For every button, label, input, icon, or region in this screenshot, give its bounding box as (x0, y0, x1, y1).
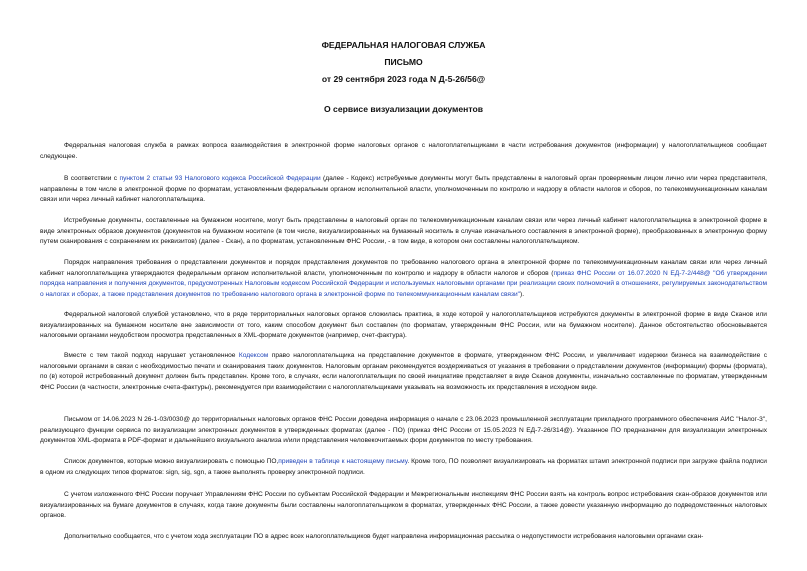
document-link[interactable]: Кодексом (238, 352, 269, 359)
paragraph-text: С учетом изложенного ФНС России поручает Управлениям ФНС России по субъектам Российской Федерации и Межрегиональным инспекциям ФНС России взять на контроль вопрос истребования скан-образов документов или визуализированных на бумаге документов в случаях, когда такие документы были составлены налогоплательщиком в форматах, утвержденных ФНС России, а также довести указанную информацию до подведомственных налоговых органов. (40, 491, 767, 520)
paragraph-text: Порядок направления требования о представлении документов и порядок представления документов по требованию налогового органа в электронной форме по телекоммуникационным каналам связи или через личный кабинет налогоплательщика утверждаются федеральным органом исполнительной власти, уполномоченным по контролю и надзору в области налогов и сборов ( (40, 259, 767, 277)
paragraph (40, 310, 767, 342)
paragraph (40, 457, 767, 478)
paragraph (40, 258, 767, 300)
paragraph-text: В соответствии с (64, 175, 120, 182)
paragraph-text: Дополнительно сообщается, что с учетом хода эксплуатации ПО в адрес всех налогоплательщиков будет направлена информационная рассылка о недопустимости истребования налоговыми органами скан- (64, 533, 704, 540)
paragraph (40, 174, 767, 206)
paragraph-text: Письмом от 14.06.2023 N 26-1-03/0030@ до территориальных налоговых органов ФНС России доведена информация о начале с 23.06.2023 промышленной эксплуатации прикладного программного обеспечения АИС "Налог-3", реализующего функции сервиса по визуализации электронных документов в утвержденных форматах (далее - ПО) (приказ ФНС России от 15.05.2023 N ЕД-7-26/314@). Указанное ПО предназначен для визуализации электронных документов XML-формата в PDF-формат и дальнейшего визуального анализа и/или представления человекочитаемых форм документов по месту требования. (40, 416, 767, 445)
document-link[interactable]: пунктом 2 статьи 93 Налогового кодекса Российской Федерации (119, 175, 321, 182)
paragraph-text: Список документов, которые можно визуализировать с помощью ПО, (64, 458, 279, 465)
paragraph-text: Истребуемые документы, составленные на бумажном носителе, могут быть представлены в налоговый орган по телекоммуникационным каналам связи или через личный кабинет налогоплательщика в электронной форме в виде электронных образов документов (документов на бумажном носителе (в том числе, визуализированных на бумажный носитель в случае изначального составления в электронной форме), преобразованных в электронную форму путем сканирования с сохранением их реквизитов) (далее - Скан), а по форматам, установленным ФНС России, - в том виде, в котором они составлены налогоплательщиком. (40, 217, 767, 246)
document-link[interactable]: приказ ФНС России от 16.07.2020 N ЕД-7-2/448@ "Об утверждении порядка направления и получения документов, предусмотренных Налоговым кодексом Российской Федерации и используемых налоговыми органами при реализации своих полномочий в отношениях, регулируемых законодательством о налогах и сборах, а также представления документов по требованию налогового органа в электронной форме по телекоммуникационным каналам связи" (40, 269, 767, 298)
paragraph-text: ). (520, 290, 525, 298)
document-link[interactable]: приведен в таблице к настоящему письму (278, 458, 408, 465)
paragraph (40, 415, 767, 447)
document-subject: О сервисе визуализации документов (323, 104, 483, 114)
paragraph-text: право налогоплательщика на представление документов в формате, утвержденном ФНС России, и увеличивает издержки бизнеса на взаимодействие с налоговыми органами в связи с необходимостью печати и сканирования таких документов. Налоговым органам рекомендуется воздерживаться от указания в требовании о представлении документов (информации) формы (формата), по (в) которой истребованный документ должен быть представлен. Кроме того, в случаях, если налогоплательщик по своей инициативе представляет в виде Сканов документы, изначально составленные по форматам, утвержденным ФНС России (в частности, электронные счета-фактуры), рекомендуется при взаимодействии с налогоплательщиками указывать на возможность их представления в исходном виде. (40, 352, 767, 391)
paragraph (40, 490, 767, 522)
paragraph (40, 216, 767, 248)
document-type: ПИСЬМО (384, 57, 423, 67)
paragraph-text: Федеральной налоговой службой установлено, что в ряде территориальных налоговых органов сложилась практика, в ходе которой у налогоплательщиков истребуются документы в электронной форме в виде Сканов или визуализированных на бумажном носителе вне зависимости от того, каким способом документ был составлен (по форматам, утвержденным ФНС России, или на бумажном носителе). Данное обстоятельство обосновывается налоговыми органами неудобством просмотра представленных в XML-формате документов (например, счет-фактура). (40, 311, 767, 340)
agency-title: ФЕДЕРАЛЬНАЯ НАЛОГОВАЯ СЛУЖБА (321, 40, 486, 50)
paragraph-text: (далее - Кодекс) истребуемые документы могут быть представлены в налоговый орган проверяемым лицом лично или через представителя, направлены в том числе в электронной форме по форматам, установленным федеральным органом исполнительной власти, уполномоченным по контролю и надзору в области налогов и сборов, по телекоммуникационным каналам связи или через личный кабинет налогоплательщика. (40, 175, 768, 204)
paragraph (40, 351, 767, 393)
paragraph (40, 532, 767, 543)
paragraph-text: Вместе с тем такой подход нарушает установленное (64, 352, 239, 359)
paragraph (40, 141, 767, 162)
paragraph-text: Федеральная налоговая служба в рамках вопроса взаимодействия в электронной форме налоговых органов с налогоплательщиками в части истребования документов (информации) у налогоплательщиков сообщает следующее. (40, 142, 767, 160)
paragraph-text: . Кроме того, ПО позволяет визуализировать на форматах штамп электронной подписи при загрузке файла подписи в одном из следующих типов форматов: sign, sig, sgn, а также выполнять проверку электронной подписи. (40, 458, 767, 476)
document-date-number: от 29 сентября 2023 года N Д-5-26/56@ (321, 74, 486, 84)
